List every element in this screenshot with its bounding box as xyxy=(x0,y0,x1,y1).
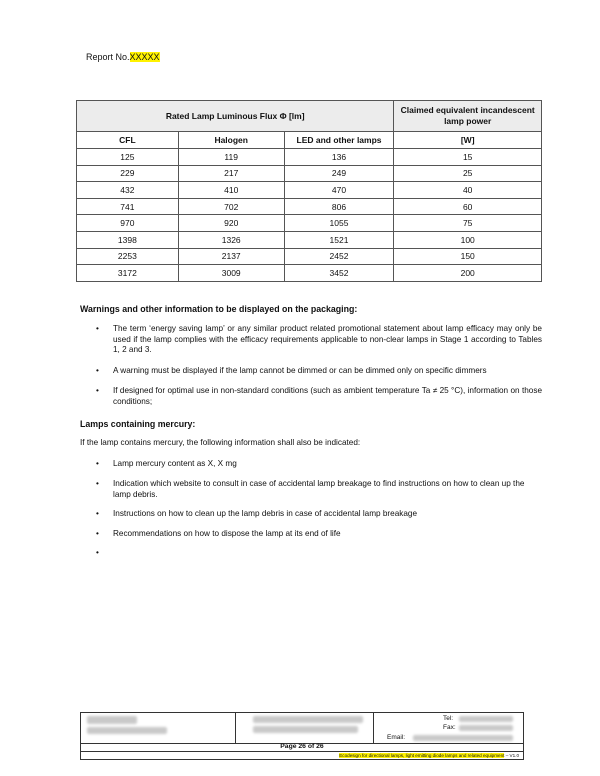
bullet-icon: • xyxy=(96,548,99,557)
mercury-item xyxy=(96,459,542,470)
redacted-logo xyxy=(87,716,137,724)
table-cell: 40 xyxy=(394,182,542,199)
table-cell: 920 xyxy=(178,215,284,232)
mercury-item xyxy=(96,509,542,520)
col-watt: [W] xyxy=(394,132,542,149)
warning-item xyxy=(96,386,542,407)
report-label: Report No. xyxy=(86,52,130,62)
bullet-icon: • xyxy=(96,386,99,395)
redacted-address xyxy=(253,716,363,723)
mercury-text: Instructions on how to clean up the lamp debris in case of accidental lamp breakage xyxy=(113,509,418,518)
table-cell: 217 xyxy=(178,165,284,182)
mercury-intro: If the lamp contains mercury, the following information shall also be indicated: xyxy=(80,438,361,447)
col-led: LED and other lamps xyxy=(284,132,394,149)
bullet-icon: • xyxy=(96,366,99,375)
table-cell: 150 xyxy=(394,248,542,265)
warning-item xyxy=(96,366,542,377)
table-cell: 229 xyxy=(77,165,179,182)
table-cell: 200 xyxy=(394,265,542,282)
redacted-fax xyxy=(459,725,513,731)
table-row xyxy=(77,182,542,199)
bullet-icon: • xyxy=(96,459,99,468)
report-number-line xyxy=(86,52,160,62)
table-cell: 1521 xyxy=(284,231,394,248)
table-cell: 3009 xyxy=(178,265,284,282)
flux-power-table xyxy=(76,100,542,282)
table-cell: 15 xyxy=(394,149,542,166)
ecodesign-note: Ecodesign for directional lamps, light emitting diode lamps and related equipment – V1.0 xyxy=(339,753,519,758)
mercury-text: Indication which website to consult in case of accidental lamp breakage to find instructions on how to clean up the lamp debris. xyxy=(113,479,525,499)
warning-text: A warning must be displayed if the lamp cannot be dimmed or can be dimmed only on specific dimmers xyxy=(113,366,487,375)
page-number: Page 26 of 26 xyxy=(280,743,324,750)
redacted-address xyxy=(253,726,358,733)
bullet-icon: • xyxy=(96,479,99,488)
fax-label: Fax: xyxy=(443,724,456,731)
table-cell: 60 xyxy=(394,198,542,215)
warning-item xyxy=(96,324,542,356)
bullet-icon: • xyxy=(96,529,99,538)
table-cell: 75 xyxy=(394,215,542,232)
mercury-text: Lamp mercury content as X, X mg xyxy=(113,459,237,468)
table-row xyxy=(77,215,542,232)
tel-label: Tel: xyxy=(443,715,454,722)
page-footer xyxy=(80,712,524,760)
bullet-icon: • xyxy=(96,509,99,518)
redacted-tel xyxy=(459,716,513,722)
table-cell: 2452 xyxy=(284,248,394,265)
table-cell: 3172 xyxy=(77,265,179,282)
flux-header: Rated Lamp Luminous Flux Φ [lm] xyxy=(77,101,394,132)
table-row xyxy=(77,248,542,265)
table-subheader-row xyxy=(77,132,542,149)
table-header-row xyxy=(77,101,542,132)
table-cell: 410 xyxy=(178,182,284,199)
table-cell: 806 xyxy=(284,198,394,215)
table-cell: 125 xyxy=(77,149,179,166)
table-row xyxy=(77,149,542,166)
redacted-email xyxy=(413,735,513,741)
table-row xyxy=(77,165,542,182)
table-row xyxy=(77,198,542,215)
table-row xyxy=(77,265,542,282)
email-label: Email: xyxy=(387,734,406,741)
table-cell: 970 xyxy=(77,215,179,232)
table-cell: 702 xyxy=(178,198,284,215)
table-cell: 2253 xyxy=(77,248,179,265)
mercury-item xyxy=(96,529,542,540)
redacted-company xyxy=(87,727,167,734)
warnings-heading: Warnings and other information to be displayed on the packaging: xyxy=(80,304,358,314)
table-cell: 3452 xyxy=(284,265,394,282)
table-cell: 136 xyxy=(284,149,394,166)
table-cell: 2137 xyxy=(178,248,284,265)
table-cell: 249 xyxy=(284,165,394,182)
table-cell: 741 xyxy=(77,198,179,215)
table-cell: 1398 xyxy=(77,231,179,248)
table-cell: 470 xyxy=(284,182,394,199)
bullet-icon: • xyxy=(96,324,99,333)
warning-text: If designed for optimal use in non-standard conditions (such as ambient temperature Ta ≠ 25 °C), information on those conditions; xyxy=(113,386,542,406)
warning-text: The term ‘energy saving lamp’ or any similar product related promotional statement about lamp efficacy may only be used if the lamp complies with the efficacy requirements applicable to non-clear lamps in Stage 1 according to Tables 1, 2 and 3. xyxy=(113,324,542,354)
col-cfl: CFL xyxy=(77,132,179,149)
power-header: Claimed equivalent incandescent lamp power xyxy=(394,101,542,132)
table-cell: 119 xyxy=(178,149,284,166)
mercury-item xyxy=(96,479,542,500)
mercury-text: Recommendations on how to dispose the lamp at its end of life xyxy=(113,529,341,538)
table-body xyxy=(77,149,542,282)
table-cell: 100 xyxy=(394,231,542,248)
table-cell: 1055 xyxy=(284,215,394,232)
report-number: XXXXX xyxy=(129,52,160,62)
table-cell: 1326 xyxy=(178,231,284,248)
table-row xyxy=(77,231,542,248)
col-halogen: Halogen xyxy=(178,132,284,149)
table-cell: 432 xyxy=(77,182,179,199)
mercury-heading: Lamps containing mercury: xyxy=(80,419,196,429)
table-cell: 25 xyxy=(394,165,542,182)
